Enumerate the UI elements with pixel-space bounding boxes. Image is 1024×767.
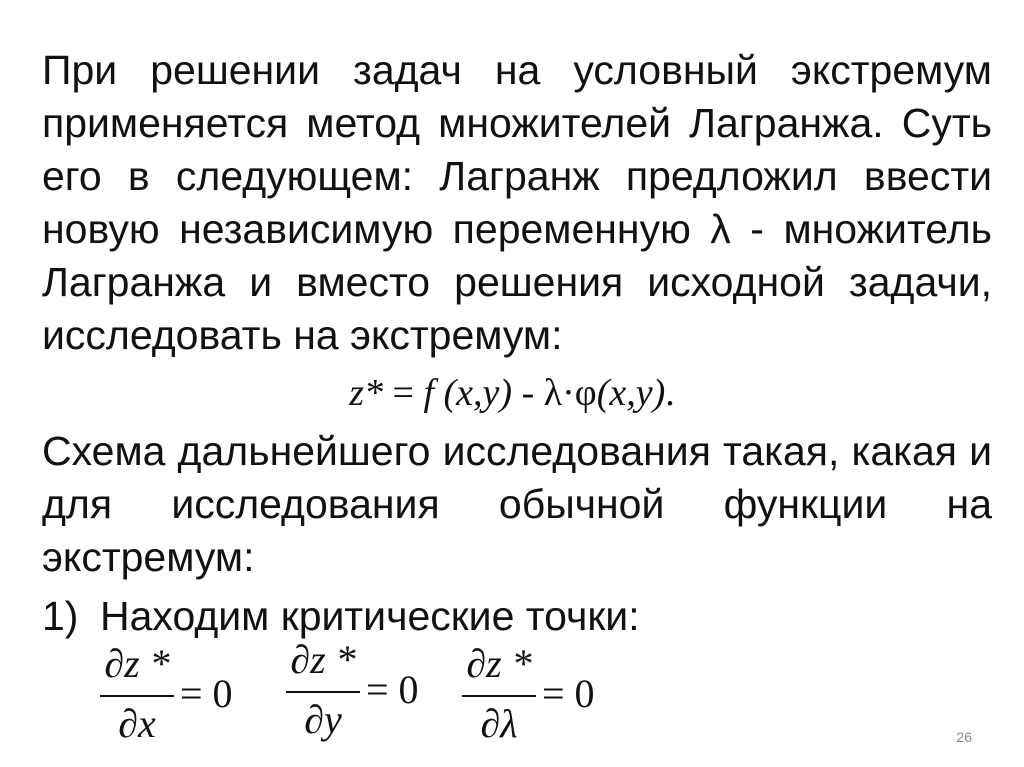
page-number: 26 bbox=[956, 729, 972, 745]
equation-numerator: ∂z * bbox=[104, 641, 170, 686]
equation-rhs: = 0 bbox=[542, 671, 595, 716]
step-text: Находим критические точки: bbox=[100, 593, 640, 639]
equation-denominator: ∂y bbox=[304, 697, 342, 742]
equation-rhs: = 0 bbox=[180, 671, 233, 716]
text-line: Схема дальнейшего исследования такая, какая и bbox=[42, 428, 992, 474]
equation-numerator: ∂z * bbox=[290, 637, 356, 682]
fraction-bar bbox=[286, 691, 360, 693]
step-number: 1) bbox=[42, 593, 79, 639]
text-line: для исследования обычной функции на bbox=[42, 481, 992, 527]
formula-minus: - λ·φ bbox=[512, 372, 597, 414]
formula-f: f bbox=[423, 372, 435, 414]
text-line: экстремум: bbox=[42, 534, 255, 580]
equation-denominator: ∂λ bbox=[480, 701, 518, 746]
partial-derivative-equations bbox=[0, 637, 1024, 760]
text-line: исследовать на экстремум: bbox=[42, 312, 563, 358]
formula-lhs: z* bbox=[349, 372, 384, 414]
equation-rhs: = 0 bbox=[366, 667, 419, 712]
intro-paragraph bbox=[42, 44, 992, 362]
formula-end: . bbox=[665, 372, 675, 414]
equation-numerator: ∂z * bbox=[466, 641, 532, 686]
lagrange-function-formula bbox=[0, 371, 1024, 415]
text-line: При решении задач на условный экстремум bbox=[42, 47, 992, 93]
formula-args1: (x,y) bbox=[434, 372, 513, 414]
equation-denominator: ∂x bbox=[118, 701, 156, 746]
fraction-bar bbox=[462, 695, 536, 697]
text-line: применяется метод множителей Лагранжа. Суть bbox=[42, 100, 992, 146]
formula-args2: (x,y) bbox=[596, 372, 666, 414]
fraction-bar bbox=[100, 695, 174, 697]
text-line: Лагранжа и вместо решения исходной задачи, bbox=[42, 259, 992, 305]
formula-eq: = bbox=[383, 372, 424, 414]
text-line: его в следующем: Лагранж предложил ввести bbox=[42, 153, 992, 199]
scheme-paragraph bbox=[42, 425, 992, 584]
text-line: новую независимую переменную λ - множитель bbox=[42, 206, 992, 252]
